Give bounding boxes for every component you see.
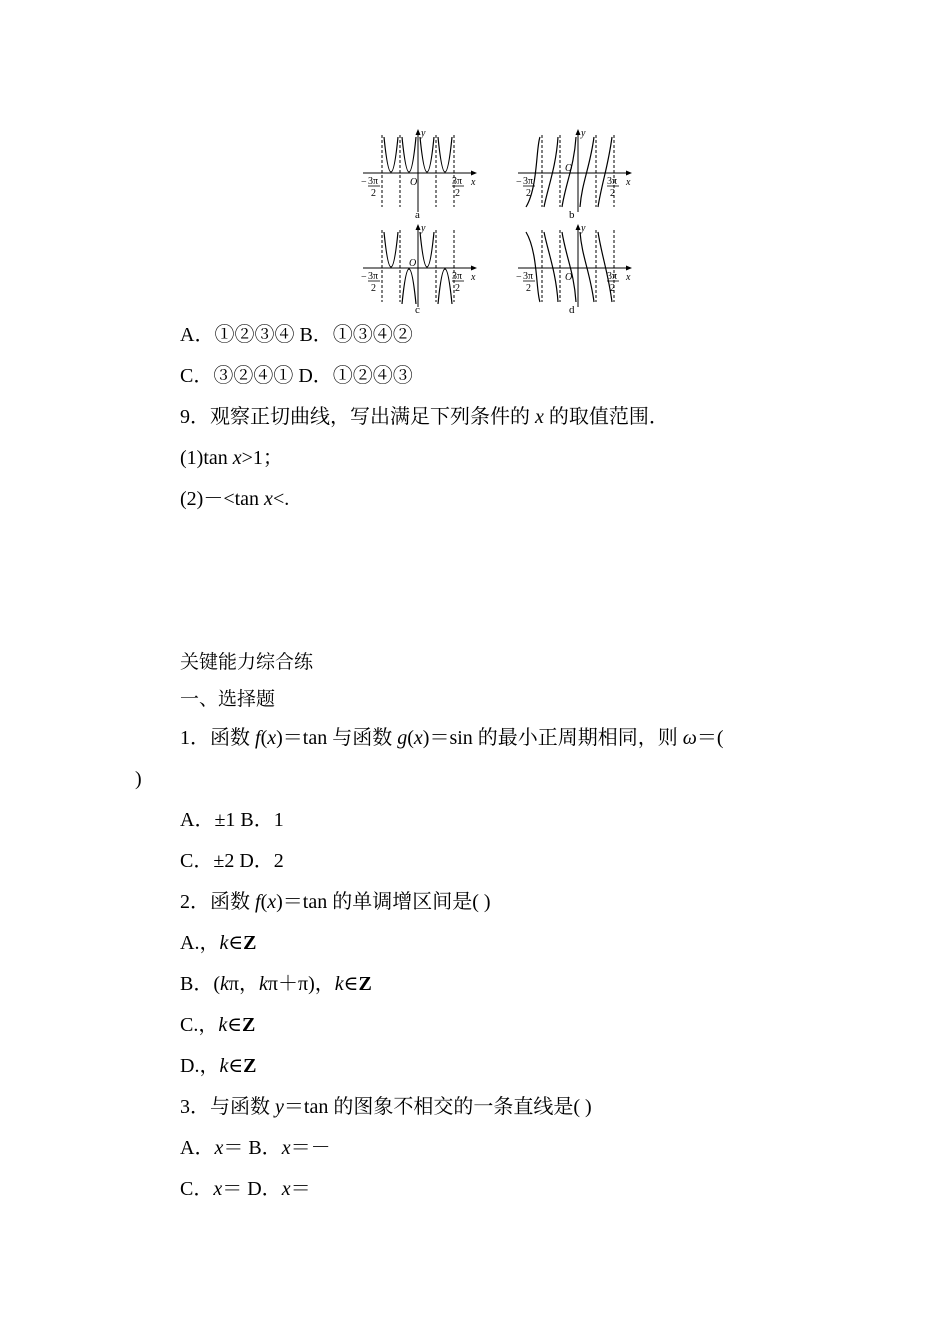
graph-b-svg bbox=[510, 127, 640, 222]
var-f: f bbox=[255, 727, 261, 749]
q8-options-cd: C．③②④① D．①②④③ bbox=[180, 365, 413, 387]
text: 3．与函数 bbox=[180, 1096, 275, 1118]
text: )＝sin 的最小正周期相同，则 bbox=[422, 727, 683, 749]
var-x: x bbox=[281, 1178, 291, 1200]
svg-text:3π: 3π bbox=[607, 271, 618, 282]
svg-text:−: − bbox=[361, 272, 367, 283]
q1-options-ab: A．±1 B．1 bbox=[180, 809, 284, 831]
var-x: x bbox=[267, 727, 277, 749]
var-x: x bbox=[264, 488, 273, 510]
section-title: 关键能力综合练 bbox=[180, 651, 314, 673]
q2-stem bbox=[180, 889, 491, 915]
q9-stem bbox=[180, 404, 669, 430]
svg-text:−: − bbox=[361, 177, 367, 188]
graph-caption: d bbox=[569, 304, 575, 316]
y-axis-label: y bbox=[581, 128, 586, 139]
text: ∈ bbox=[227, 1014, 243, 1036]
text: >1； bbox=[241, 447, 283, 469]
svg-text:2: 2 bbox=[371, 188, 376, 199]
q3-options-ab bbox=[180, 1135, 331, 1161]
text: 的取值范围． bbox=[543, 406, 669, 428]
svg-text:2: 2 bbox=[526, 283, 531, 294]
svg-text:2: 2 bbox=[610, 283, 615, 294]
x-axis-label: x bbox=[626, 272, 631, 283]
x-axis-label: x bbox=[626, 177, 631, 188]
svg-text:2: 2 bbox=[455, 188, 460, 199]
q9-part2 bbox=[180, 486, 289, 512]
y-axis-label: y bbox=[581, 223, 586, 234]
svg-text:2: 2 bbox=[371, 283, 376, 294]
var-x: x bbox=[214, 1137, 224, 1159]
y-axis-label: y bbox=[421, 223, 426, 234]
svg-text:−: − bbox=[516, 272, 522, 283]
q9-part1 bbox=[180, 445, 283, 471]
svg-text:3π: 3π bbox=[368, 271, 379, 282]
q2-option-c bbox=[180, 1012, 255, 1038]
var-k: k bbox=[219, 932, 229, 954]
graph-caption: a bbox=[415, 209, 420, 221]
graph-caption: b bbox=[569, 209, 575, 221]
var-k: k bbox=[220, 973, 229, 995]
text: C． bbox=[180, 1178, 214, 1200]
text: ( bbox=[260, 727, 268, 749]
text: C.， bbox=[180, 1014, 219, 1036]
text: A.， bbox=[180, 932, 220, 954]
var-x: x bbox=[413, 727, 423, 749]
var-x: x bbox=[535, 406, 544, 428]
origin-label: O bbox=[410, 177, 418, 188]
set-z: Z bbox=[243, 1055, 257, 1077]
svg-text:3π: 3π bbox=[523, 176, 534, 187]
graph-c bbox=[355, 222, 485, 322]
text: B．( bbox=[180, 973, 220, 995]
svg-text:3π: 3π bbox=[452, 176, 463, 187]
var-k: k bbox=[334, 973, 344, 995]
text: 9．观察正切曲线，写出满足下列条件的 bbox=[180, 406, 535, 428]
text: ( bbox=[260, 891, 268, 913]
svg-text:−: − bbox=[516, 177, 522, 188]
svg-text:2: 2 bbox=[610, 188, 615, 199]
svg-text:3π: 3π bbox=[368, 176, 379, 187]
text: <. bbox=[272, 488, 290, 510]
var-k: k bbox=[259, 973, 268, 995]
var-omega: ω bbox=[682, 727, 697, 749]
q1-stem-close: ) bbox=[135, 768, 142, 790]
var-f: f bbox=[255, 891, 261, 913]
text: ＝－ bbox=[290, 1137, 331, 1159]
x-axis-label: x bbox=[471, 272, 476, 283]
q3-options-cd bbox=[180, 1176, 311, 1202]
text: ( bbox=[407, 727, 414, 749]
q1-stem bbox=[180, 725, 724, 751]
text: ＝ B． bbox=[223, 1137, 282, 1159]
text: π， bbox=[228, 973, 259, 995]
var-g: g bbox=[397, 727, 408, 749]
text: ＝ D． bbox=[222, 1178, 282, 1200]
var-y: y bbox=[275, 1096, 284, 1118]
text: ∈ bbox=[228, 932, 244, 954]
var-k: k bbox=[219, 1055, 229, 1077]
origin-label: O bbox=[409, 258, 417, 269]
q3-stem bbox=[180, 1094, 592, 1120]
var-x: x bbox=[232, 447, 242, 469]
text: )＝tan 的单调增区间是( ) bbox=[276, 891, 491, 913]
origin-label: O bbox=[565, 163, 573, 174]
graph-caption: c bbox=[415, 304, 420, 316]
var-x: x bbox=[267, 891, 277, 913]
text: ＝tan 的图象不相交的一条直线是( ) bbox=[283, 1096, 592, 1118]
q8-options-ab: A．①②③④ B．①③④② bbox=[180, 324, 413, 346]
text: ＝ bbox=[290, 1178, 311, 1200]
q2-option-b bbox=[180, 971, 372, 997]
graph-d-svg bbox=[510, 222, 640, 317]
text: ∈ bbox=[228, 1055, 244, 1077]
svg-text:2: 2 bbox=[526, 188, 531, 199]
set-z: Z bbox=[243, 932, 257, 954]
graph-b bbox=[510, 127, 640, 227]
q1-options-cd: C．±2 D．2 bbox=[180, 850, 284, 872]
svg-text:2: 2 bbox=[455, 283, 460, 294]
text: ＝( bbox=[696, 727, 724, 749]
graph-d bbox=[510, 222, 640, 322]
x-axis-label: x bbox=[471, 177, 476, 188]
q2-option-a bbox=[180, 930, 257, 956]
q2-option-d bbox=[180, 1053, 257, 1079]
text: 2．函数 bbox=[180, 891, 255, 913]
var-k: k bbox=[218, 1014, 228, 1036]
set-z: Z bbox=[358, 973, 372, 995]
text: )＝tan 与函数 bbox=[276, 727, 398, 749]
text: D.， bbox=[180, 1055, 220, 1077]
svg-text:3π: 3π bbox=[607, 176, 618, 187]
text: 1．函数 bbox=[180, 727, 255, 749]
var-x: x bbox=[213, 1178, 223, 1200]
text: A． bbox=[180, 1137, 215, 1159]
y-axis-label: y bbox=[421, 128, 426, 139]
graph-a bbox=[355, 127, 485, 227]
text: (1)tan bbox=[180, 447, 233, 469]
text: ∈ bbox=[343, 973, 359, 995]
graph-c-svg bbox=[355, 222, 485, 317]
text: (2)－<tan bbox=[180, 488, 265, 510]
svg-text:3π: 3π bbox=[523, 271, 534, 282]
var-x: x bbox=[281, 1137, 291, 1159]
subsection-title: 一、选择题 bbox=[180, 688, 276, 710]
origin-label: O bbox=[565, 272, 573, 283]
graph-a-svg bbox=[355, 127, 485, 222]
text: π＋π)， bbox=[267, 973, 335, 995]
set-z: Z bbox=[242, 1014, 256, 1036]
svg-text:3π: 3π bbox=[452, 271, 463, 282]
